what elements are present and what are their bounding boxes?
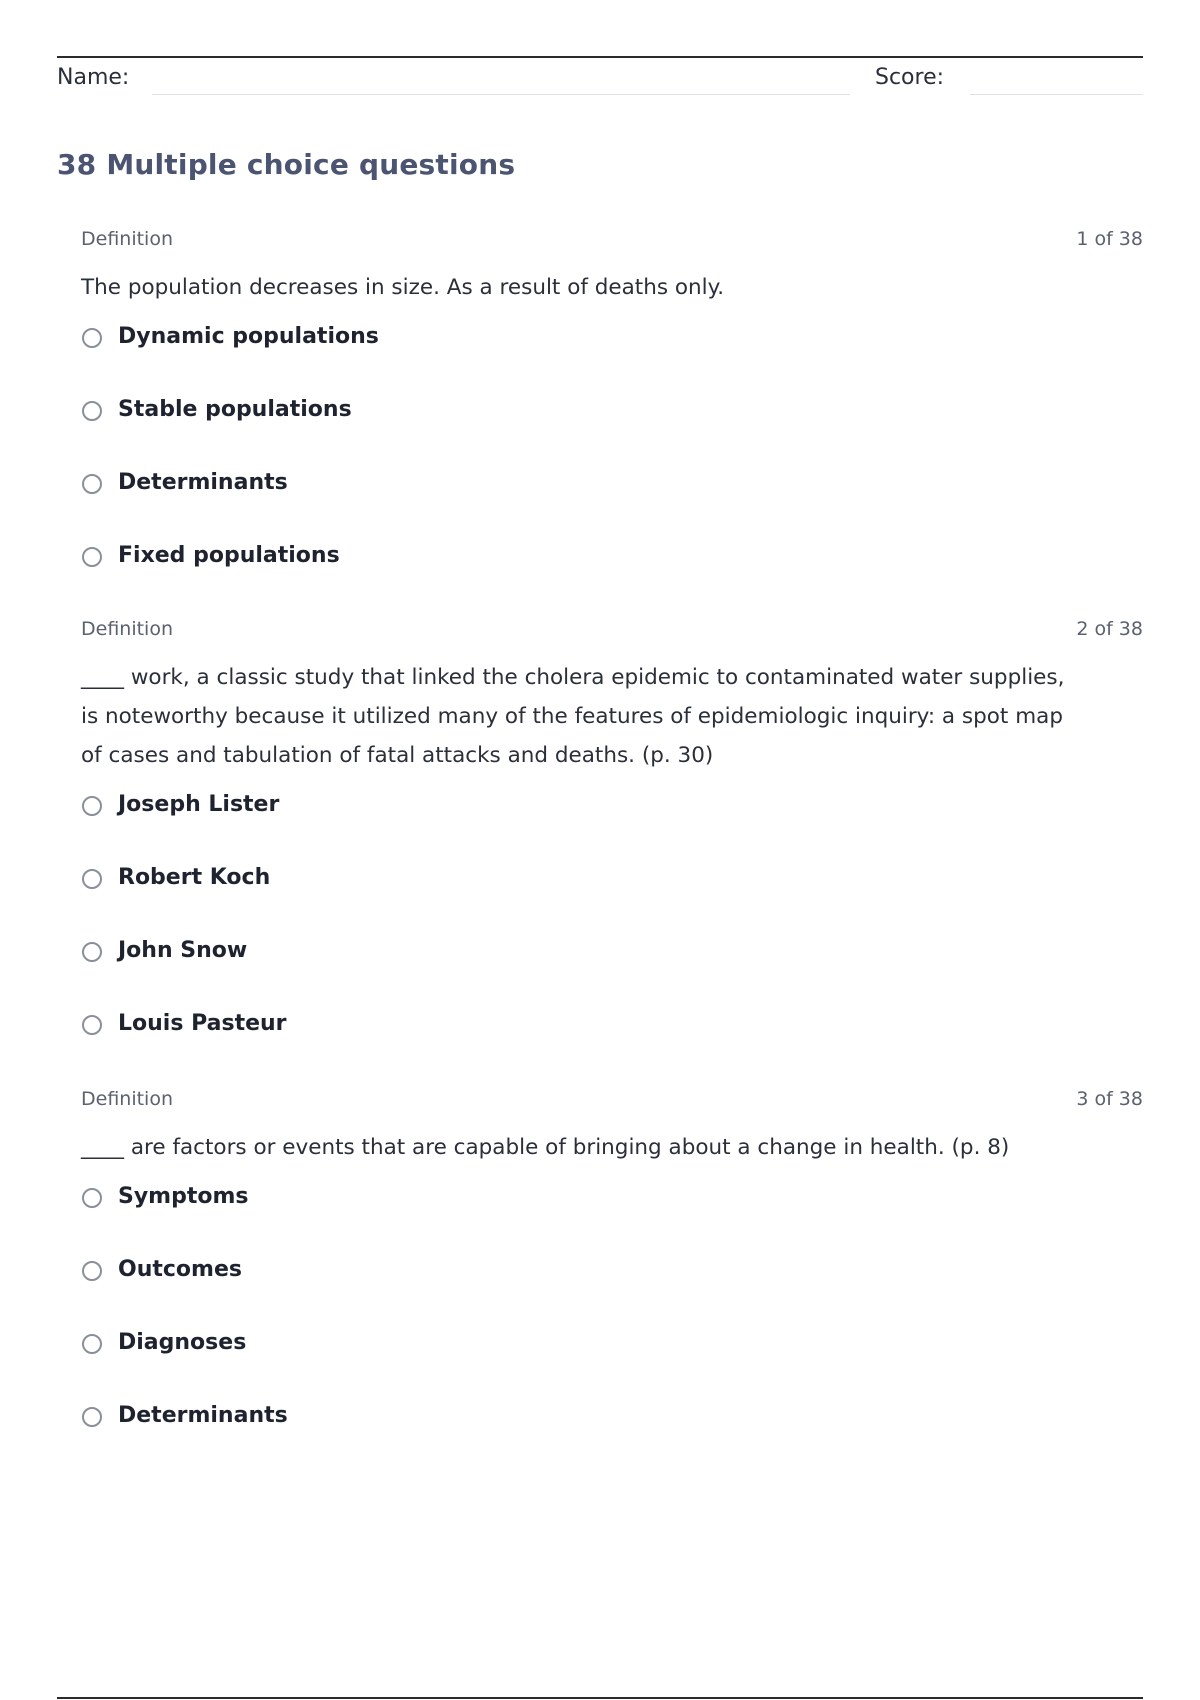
question-text: The population decreases in size. As a result of deaths only.: [81, 275, 725, 300]
question-type-label: Definition: [81, 1088, 174, 1110]
radio-button-icon[interactable]: [82, 1015, 102, 1035]
answer-option-label: Outcomes: [118, 1257, 242, 1282]
answer-option[interactable]: [81, 1400, 1143, 1473]
question-counter: 3 of 38: [1076, 1088, 1143, 1110]
bottom-divider: [57, 1697, 1143, 1699]
answer-option[interactable]: [81, 321, 1143, 394]
answer-option-label: Robert Koch: [118, 865, 271, 890]
question-header: [81, 618, 1143, 644]
score-label: Score:: [875, 65, 945, 90]
question-2: [81, 618, 1143, 1081]
answer-options: [81, 789, 1143, 1081]
answer-option[interactable]: [81, 789, 1143, 862]
answer-option-label: Diagnoses: [118, 1330, 247, 1355]
score-field-line: [970, 94, 1143, 95]
question-header: [81, 228, 1143, 254]
question-counter: 1 of 38: [1076, 228, 1143, 250]
radio-button-icon[interactable]: [82, 1334, 102, 1354]
answer-option-label: Fixed populations: [118, 543, 340, 568]
question-type-label: Definition: [81, 618, 174, 640]
radio-button-icon[interactable]: [82, 1188, 102, 1208]
answer-option-label: Determinants: [118, 470, 288, 495]
answer-option-label: Louis Pasteur: [118, 1011, 287, 1036]
answer-option-label: Stable populations: [118, 397, 352, 422]
header-row: [57, 62, 1143, 98]
name-field-line: [152, 94, 850, 95]
answer-option[interactable]: [81, 467, 1143, 540]
question-3: [81, 1088, 1143, 1473]
radio-button-icon[interactable]: [82, 796, 102, 816]
answer-option[interactable]: [81, 394, 1143, 467]
answer-option-label: John Snow: [118, 938, 248, 963]
answer-option[interactable]: [81, 540, 1143, 613]
answer-option[interactable]: [81, 862, 1143, 935]
radio-button-icon[interactable]: [82, 1261, 102, 1281]
question-header: [81, 1088, 1143, 1114]
question-1: [81, 228, 1143, 613]
answer-option[interactable]: [81, 1327, 1143, 1400]
name-label: Name:: [57, 65, 130, 90]
answer-option-label: Determinants: [118, 1403, 288, 1428]
radio-button-icon[interactable]: [82, 942, 102, 962]
top-divider: [57, 56, 1143, 58]
answer-option[interactable]: [81, 1254, 1143, 1327]
answer-option[interactable]: [81, 1181, 1143, 1254]
question-type-label: Definition: [81, 228, 174, 250]
question-text: ____ are factors or events that are capable of bringing about a change in health. (p. 8): [81, 1135, 1010, 1160]
section-title: 38 Multiple choice questions: [57, 148, 516, 181]
answer-option-label: Dynamic populations: [118, 324, 379, 349]
radio-button-icon[interactable]: [82, 1407, 102, 1427]
question-text: ____ work, a classic study that linked the cholera epidemic to contaminated water supplies, is noteworthy because it utilized many of the features of epidemiologic inquiry: a spot map of cases and tabulation of fatal attacks and deaths. (p. 30): [81, 665, 1065, 768]
answer-options: [81, 1181, 1143, 1473]
answer-option-label: Joseph Lister: [118, 792, 280, 817]
answer-option[interactable]: [81, 935, 1143, 1008]
radio-button-icon[interactable]: [82, 869, 102, 889]
radio-button-icon[interactable]: [82, 547, 102, 567]
answer-option[interactable]: [81, 1008, 1143, 1081]
radio-button-icon[interactable]: [82, 474, 102, 494]
answer-options: [81, 321, 1143, 613]
radio-button-icon[interactable]: [82, 401, 102, 421]
answer-option-label: Symptoms: [118, 1184, 249, 1209]
question-counter: 2 of 38: [1076, 618, 1143, 640]
radio-button-icon[interactable]: [82, 328, 102, 348]
